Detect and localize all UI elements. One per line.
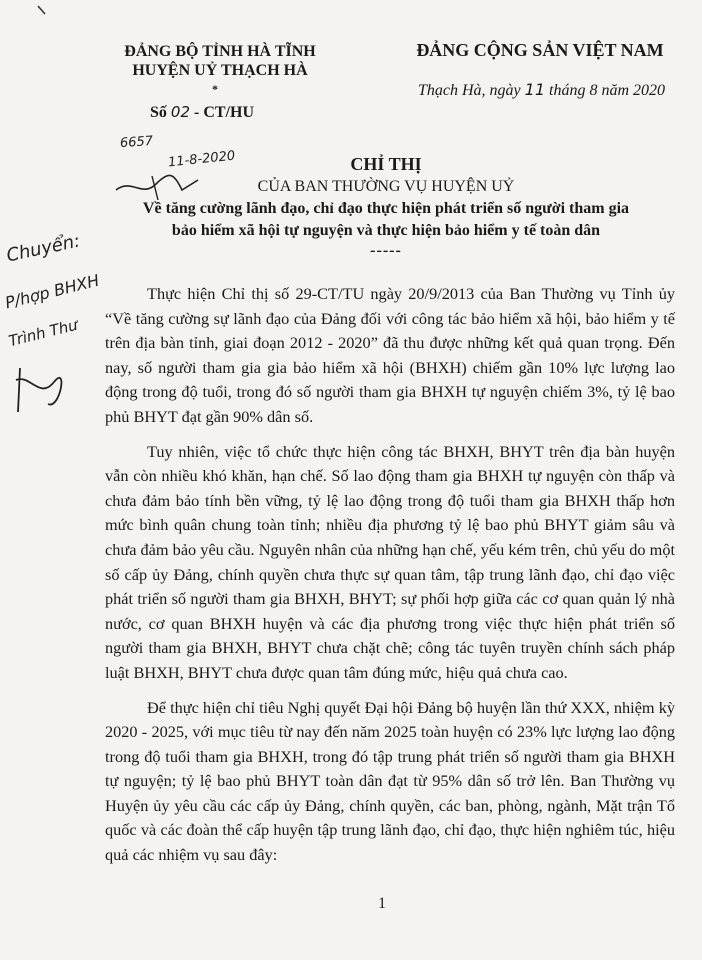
subject-line-2: bảo hiểm xã hội tự nguyện và thực hiện bảo hiểm y tế toàn dân — [171, 222, 601, 239]
date-day-handwritten: 11 — [524, 80, 546, 99]
party-committee-province: ĐẢNG BỘ TỈNH HÀ TĨNH — [124, 43, 316, 60]
date-suffix: tháng 8 năm 2020 — [549, 82, 666, 99]
separator-star: * — [212, 82, 218, 96]
title-divider: ----- — [370, 242, 402, 259]
doc-number-handwritten: 02 — [170, 103, 190, 121]
document-type-title: CHỈ THỊ — [350, 154, 422, 174]
document-date — [418, 80, 665, 100]
subject-line-1: Về tăng cường lãnh đạo, chỉ đạo thực hiện phát triển số người tham gia — [142, 200, 630, 217]
doc-number-suffix: - CT/HU — [194, 104, 254, 121]
doc-number-prefix: Số — [150, 104, 167, 121]
received-date-handwritten: 11-8-2020 — [167, 148, 236, 171]
document-body — [105, 282, 675, 878]
issuing-organization — [100, 42, 340, 80]
document-title-block — [100, 152, 672, 260]
party-committee-district: HUYỆN UỶ THẠCH HÀ — [132, 62, 308, 79]
body-paragraph-3: Để thực hiện chỉ tiêu Nghị quyết Đại hội Đảng bộ huyện lần thứ XXX, nhiệm kỳ 2020 - 2025, với mục tiêu từ nay đến năm 2025 toàn huyện có 23% lực lượng lao động trong độ tuổi tham gia BHXH, trong đó tập trung phát triển số người tham gia BHXH tự nguyện; tỷ lệ bao phủ BHYT toàn dân đạt từ 95% dân số trở lên. Ban Thường vụ Huyện ủy yêu cầu các cấp ủy Đảng, chính quyền, các ban, phòng, ngành, Mặt trận Tổ quốc và các đoàn thể cấp huyện tập trung lãnh đạo, chỉ đạo, thực hiện nghiêm túc, hiệu quả các nhiệm vụ sau đây: — [105, 697, 675, 865]
margin-note-coordinate: P/hợp BHXH — [3, 270, 102, 313]
date-prefix: Thạch Hà, ngày — [418, 82, 521, 99]
issuing-body-subtitle: CỦA BAN THƯỜNG VỤ HUYỆN UỶ — [257, 178, 515, 195]
body-paragraph-1: Thực hiện Chỉ thị số 29-CT/TU ngày 20/9/2013 của Ban Thường vụ Tỉnh ủy “Về tăng cường sự lãnh đạo của Đảng đối với công tác bảo hiểm xã hội, bảo hiểm y tế trên địa bàn tỉnh, giai đoạn 2012 - 2020” đã thu được những kết quả quan trọng. Đến nay, số người tham gia gia bảo hiểm xã hội (BHXH) chiếm gần 10% lực lượng lao động trong độ tuổi, trong đó số người tham gia BHXH tự nguyện chiếm 3%, tỷ lệ bao phủ BHYT đạt gần 90% dân số. — [105, 284, 675, 426]
margin-signature — [10, 360, 66, 420]
body-paragraph-2: Tuy nhiên, việc tổ chức thực hiện công tác BHXH, BHYT trên địa bàn huyện vẫn còn nhiều khó khăn, hạn chế. Số lao động tham gia BHXH tự nguyện còn thấp và chưa đảm bảo tính bền vững, tỷ lệ lao động trong độ tuổi tham gia BHXH thấp hơn mức bình quân chung toàn tỉnh; nhiều địa phương tỷ lệ bao phủ BHYT giảm sâu và chưa đảm bảo yêu cầu. Nguyên nhân của những hạn chế, yếu kém trên, chủ yếu do một số cấp ủy Đảng, chính quyền chưa thực sự quan tâm, tập trung lãnh đạo, chỉ đạo việc phát triển số người tham gia BHXH, BHYT; sự phối hợp giữa các cơ quan quản lý nhà nước, cơ quan BHXH huyện và các địa phương trong việc thực hiện phát triển số người tham gia BHXH, BHYT chưa chặt chẽ; công tác tuyên truyền chính sách pháp luật BHXH, BHYT chưa được quan tâm đúng mức, hiệu quả chưa cao. — [105, 441, 675, 682]
national-title: ĐẢNG CỘNG SẢN VIỆT NAM — [416, 40, 664, 60]
page-number: 1 — [378, 895, 386, 912]
received-number-handwritten: 6657 — [119, 133, 154, 152]
margin-note-forward: Chuyển: — [4, 230, 82, 267]
document-number — [150, 103, 254, 122]
margin-note-submit: Trình Thư — [6, 315, 80, 351]
scan-mark — [36, 4, 48, 18]
